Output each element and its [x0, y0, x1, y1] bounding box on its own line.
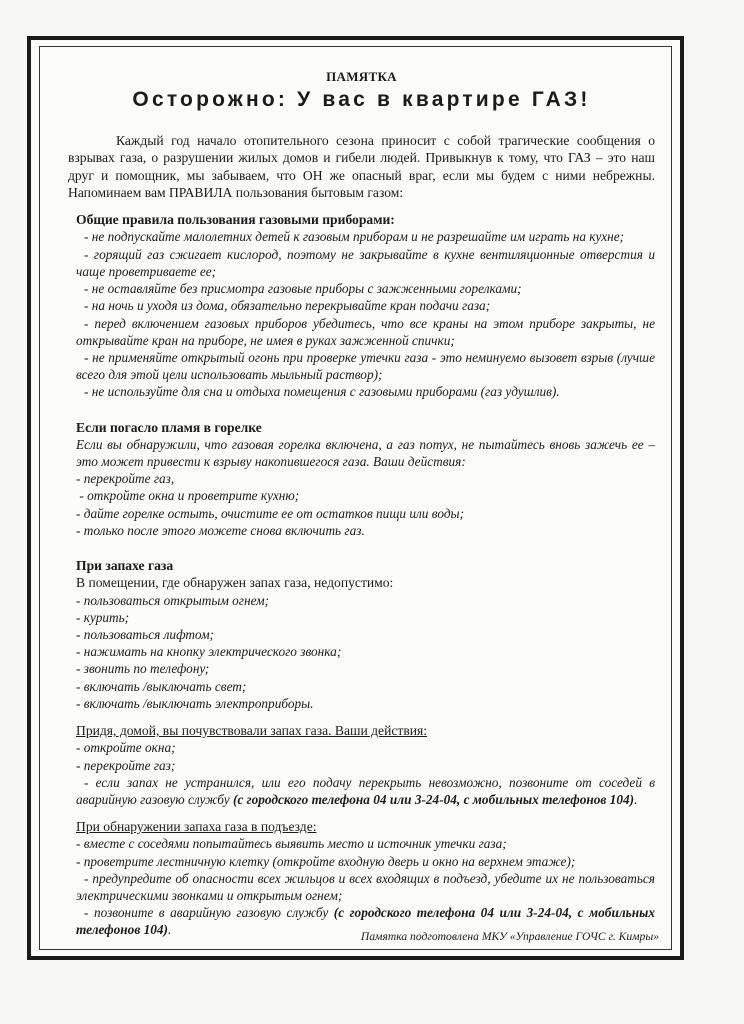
arriving-home-section [76, 722, 655, 808]
list-item: - только после этого можете снова включить газ. [76, 522, 365, 538]
list-item: - курить; [76, 609, 130, 625]
list-item: - пользоваться лифтом; [76, 627, 214, 643]
list-item: - не подпускайте малолетних детей к газовым приборам и не разрешайте им играть на кухне; [84, 229, 625, 245]
general-rules-heading: Общие правила пользования газовыми приборами: [76, 212, 395, 228]
document-inner-border [39, 46, 672, 950]
gas-smell-heading: При запахе газа [76, 558, 174, 574]
list-item: - предупредите об опасности всех жильцов и всех входящих в подъезд, убедите их не пользоваться электрическими звонками и открытым огнем; [76, 870, 655, 904]
list-item: - позвоните в аварийную газовую службу (с городского телефона 04 или 3-24-04, с мобильных телефонов 104). [76, 905, 655, 938]
list-item: - проветрите лестничную клетку (откройте входную дверь и окно на верхнем этаже); [76, 853, 576, 869]
general-rules-section [76, 211, 655, 400]
document-frame [27, 36, 684, 960]
list-item: - откройте окна; [76, 740, 176, 756]
page-title: Осторожно: У вас в квартире ГАЗ! [132, 88, 591, 111]
emergency-phone-numbers: (с городского телефона 04 или 3-24-04, с мобильных телефонов 104) [76, 905, 655, 938]
list-item: - не используйте для сна и отдыха помещения с газовыми приборами (газ удушлив). [84, 384, 560, 400]
arriving-home-heading: Придя, домой, вы почувствовали запах газа. Ваши действия: [76, 723, 428, 739]
gas-smell-text: В помещении, где обнаружен запах газа, недопустимо: [76, 575, 394, 591]
gas-smell-section [76, 557, 655, 712]
list-item: - откройте окна и проветрите кухню; [76, 488, 300, 504]
entrance-heading: При обнаружении запаха газа в подъезде: [76, 819, 317, 835]
list-item: - включать /выключать свет; [76, 678, 247, 694]
list-item: - не применяйте открытый огонь при проверке утечки газа - это неминуемо вызовет взрыв (лучше всего для этой цели использовать мыльный раствор); [76, 349, 655, 383]
flame-out-heading: Если погасло пламя в горелке [76, 419, 262, 435]
flame-out-text: Если вы обнаружили, что газовая горелка включена, а газ потух, не пытайтесь вновь зажечь ее – это может привести к взрыву накопившегося газа. Ваши действия: [76, 436, 655, 470]
list-item: - если запах не устранился, или его подачу перекрыть невозможно, позвоните от соседей в аварийную газовую службу (с городского телефона 04 или 3-24-04, с мобильных телефонов 104). [76, 774, 655, 807]
list-item: - не оставляйте без присмотра газовые приборы с зажженными горелками; [84, 281, 522, 297]
entrance-section [76, 818, 655, 939]
list-item: - перекройте газ; [76, 757, 176, 773]
flame-out-section [76, 419, 655, 540]
footer-credit: Памятка подготовлена МКУ «Управление ГОЧС г. Кимры» [360, 930, 659, 943]
intro-paragraph: Каждый год начало отопительного сезона приносит с собой трагические сообщения о взрывах газа, о разрушении жилых домов и гибели людей. Привыкнув к тому, что ГАЗ – это наш друг и помощник, мы забываем, что ОН же опасный враг, если мы будем с ними небрежны. Напоминаем вам ПРАВИЛА пользования бытовым газом: [68, 133, 655, 200]
emergency-phone-numbers: (с городского телефона 04 или 3-24-04, с мобильных телефонов 104) [233, 791, 635, 807]
list-item: - включать /выключать электроприборы. [76, 695, 314, 711]
list-item: - перекройте газ, [76, 471, 175, 487]
memo-label: ПАМЯТКА [326, 69, 397, 84]
list-item: - вместе с соседями попытайтесь выявить место и источник утечки газа; [76, 836, 507, 852]
list-item: - дайте горелке остыть, очистите ее от остатков пищи или воды; [76, 505, 464, 521]
list-item: - перед включением газовых приборов убедитесь, что все краны на этом приборе закрыты, не открывайте кран на приборе, не имея в руках зажженной спички; [76, 315, 655, 348]
list-item: - нажимать на кнопку электрического звонка; [76, 644, 342, 660]
list-item: - на ночь и уходя из дома, обязательно перекрывайте кран подачи газа; [84, 298, 491, 314]
list-item: - звонить по телефону; [76, 661, 210, 677]
list-item: - пользоваться открытым огнем; [76, 592, 270, 608]
list-item: - горящий газ сжигает кислород, поэтому не закрывайте в кухне вентиляционные отверстия и чаще проветриваете ее; [76, 246, 655, 279]
